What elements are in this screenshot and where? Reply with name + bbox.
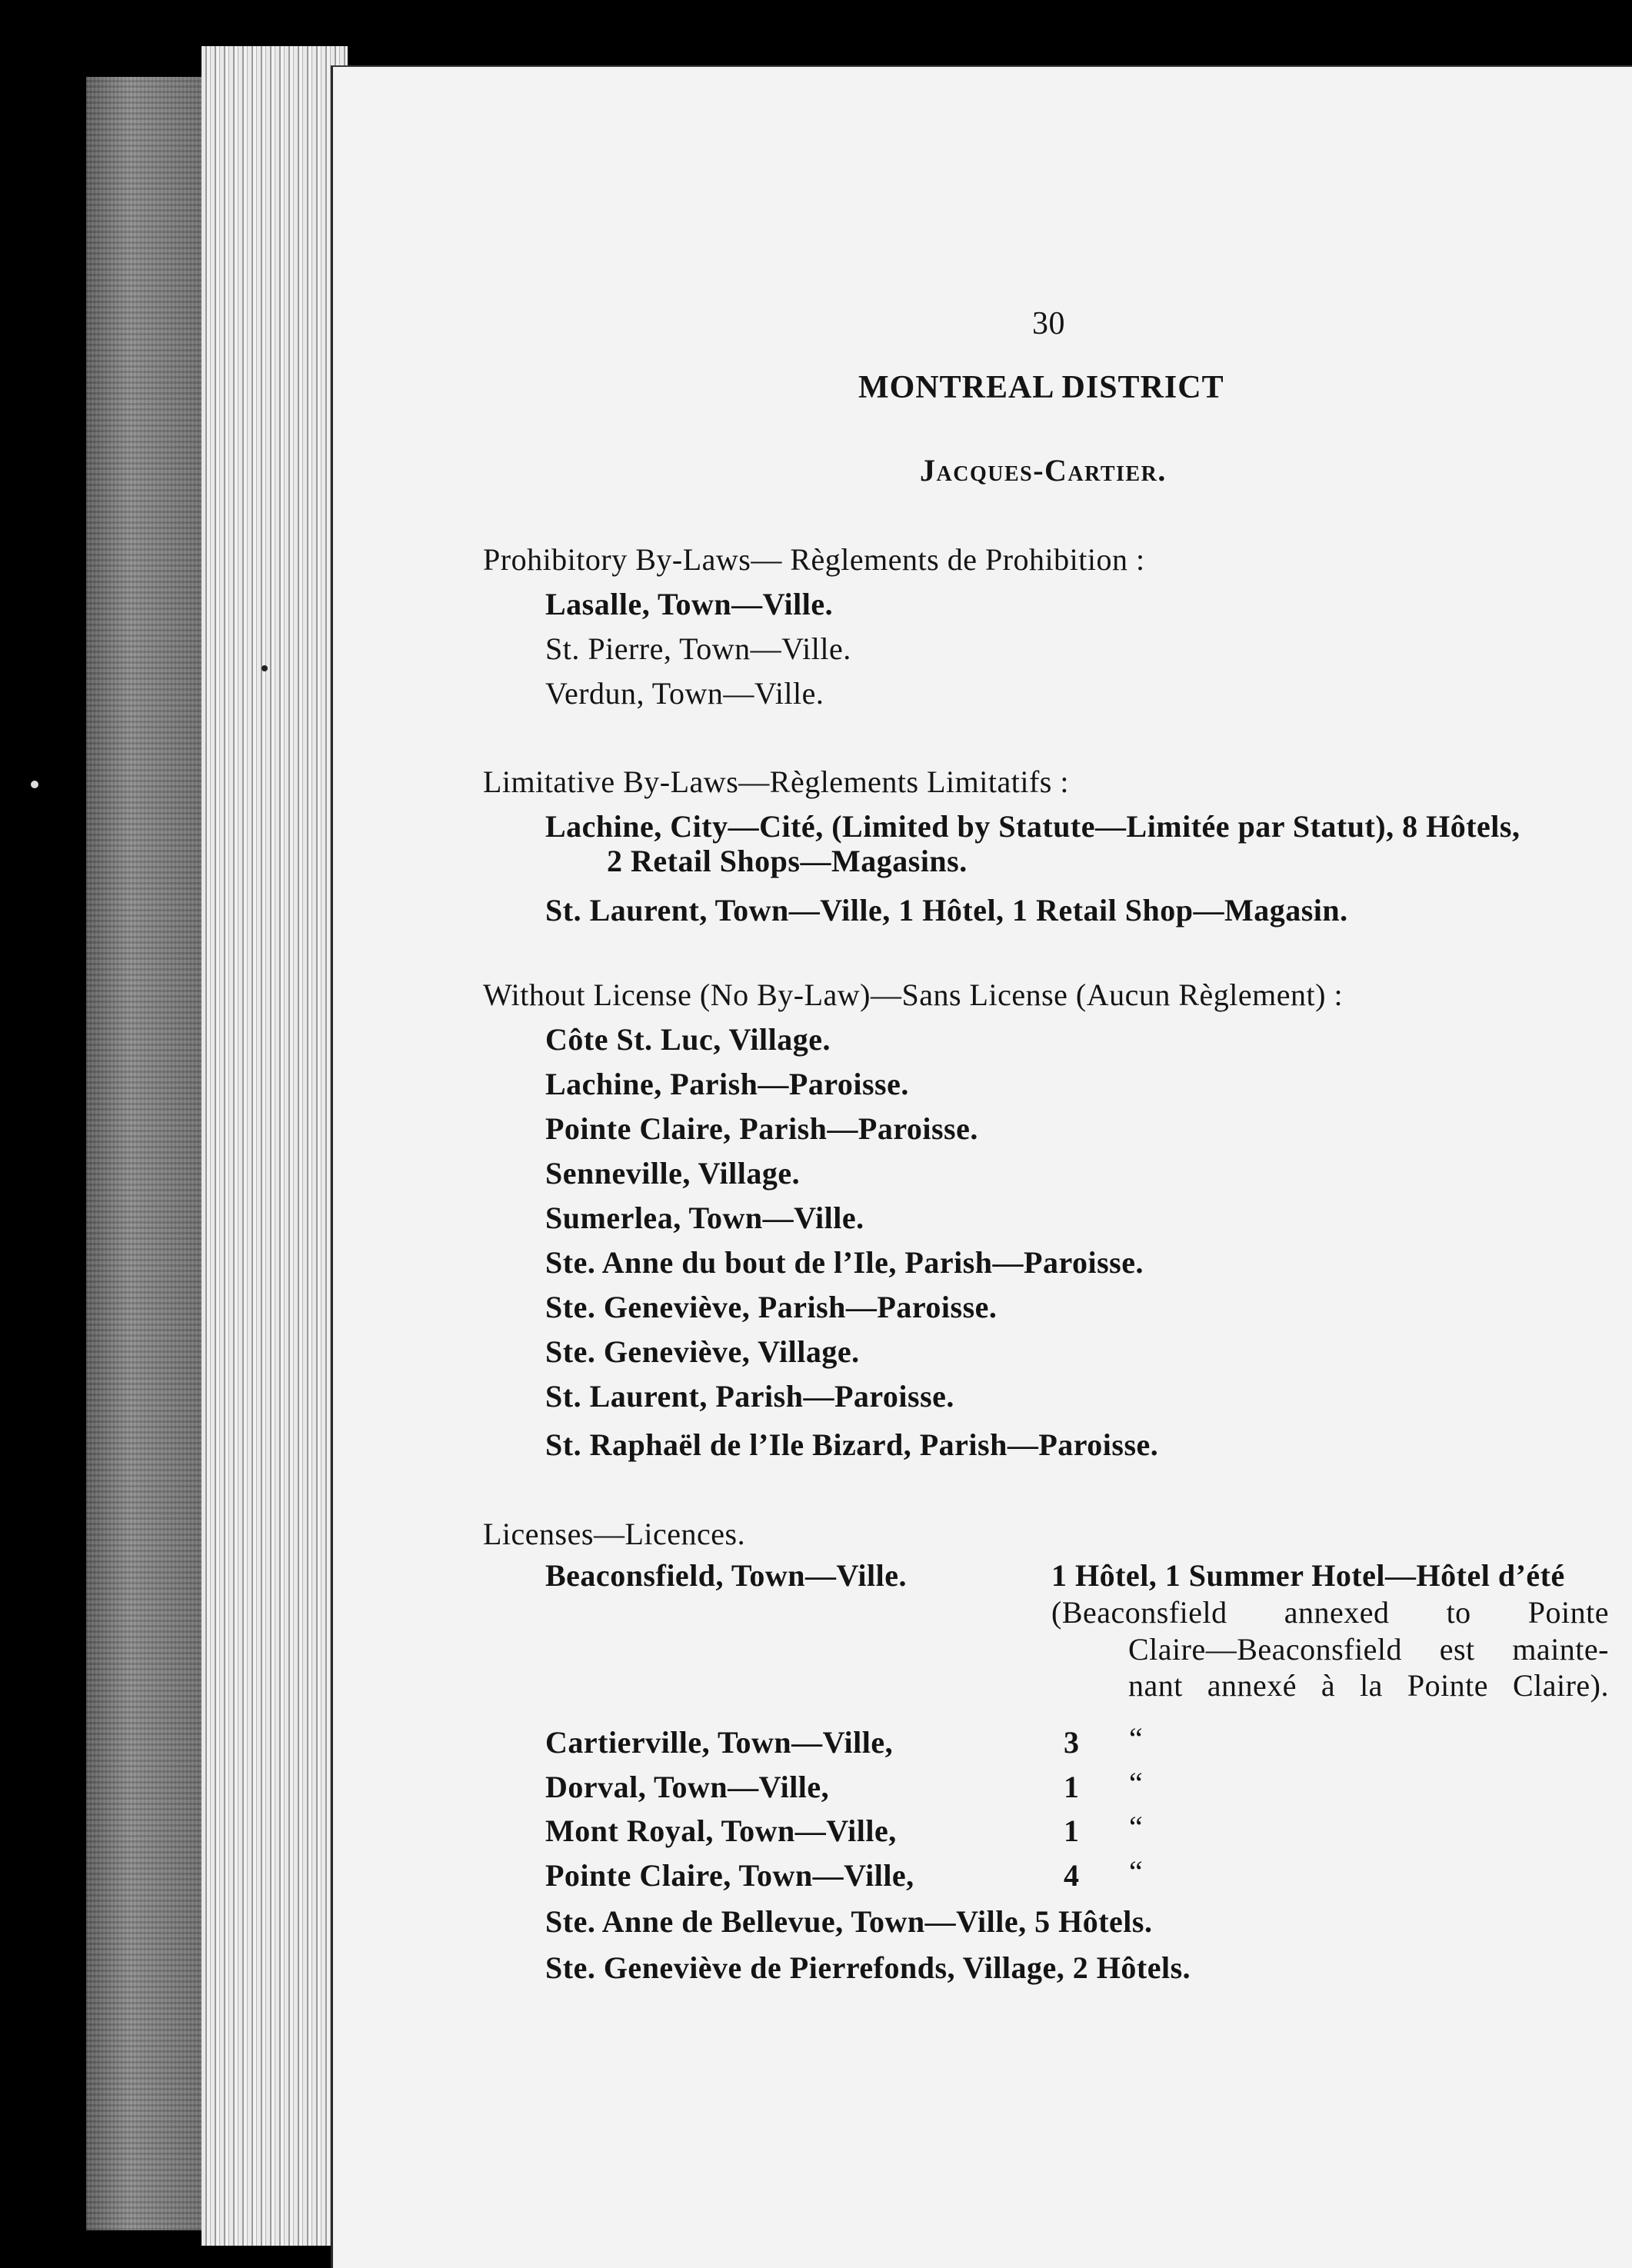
license-place: Beaconsfield, Town—Ville.: [545, 1558, 907, 1593]
license-place: Ste. Geneviève de Pierrefonds, Village, 2 Hôtels.: [545, 1950, 1191, 1985]
page-edges: [202, 46, 348, 2246]
without-license-item: Côte St. Luc, Village.: [545, 1022, 831, 1057]
license-detail: (Beaconsfield annexed to Pointe: [1051, 1595, 1609, 1630]
license-place: Dorval, Town—Ville,: [545, 1770, 830, 1804]
without-license-item: Sumerlea, Town—Ville.: [545, 1201, 864, 1235]
limitative-item: St. Laurent, Town—Ville, 1 Hôtel, 1 Retail Shop—Magasin.: [545, 893, 1348, 928]
county-title: Jacques-Cartier.: [920, 453, 1167, 488]
ditto-mark: “: [1129, 1810, 1144, 1844]
without-license-item: Lachine, Parish—Paroisse.: [545, 1067, 909, 1101]
license-detail: Claire—Beaconsfield est mainte-: [1128, 1632, 1609, 1667]
license-place: Pointe Claire, Town—Ville,: [545, 1858, 914, 1893]
limitative-item: Lachine, City—Cité, (Limited by Statute—Limitée par Statut), 8 Hôtels,: [545, 809, 1520, 844]
without-license-heading: Without License (No By-Law)—Sans License (Aucun Règlement) :: [483, 977, 1344, 1012]
without-license-item: St. Raphaël de l’Ile Bizard, Parish—Paroisse.: [545, 1427, 1159, 1462]
scan-speck: [31, 781, 38, 788]
prohibitory-item: Verdun, Town—Ville.: [545, 676, 824, 711]
ditto-mark: “: [1129, 1721, 1144, 1756]
without-license-item: Ste. Geneviève, Parish—Paroisse.: [545, 1290, 998, 1324]
prohibitory-heading: Prohibitory By-Laws— Règlements de Prohibition :: [483, 542, 1145, 577]
prohibitory-item: St. Pierre, Town—Ville.: [545, 631, 851, 666]
limitative-heading: Limitative By-Laws—Règlements Limitatifs :: [483, 764, 1069, 799]
prohibitory-item: Lasalle, Town—Ville.: [545, 587, 834, 621]
without-license-item: Pointe Claire, Parish—Paroisse.: [545, 1111, 978, 1146]
license-count: 4: [1064, 1858, 1080, 1893]
without-license-item: Ste. Geneviève, Village.: [545, 1334, 860, 1369]
without-license-item: Ste. Anne du bout de l’Ile, Parish—Paroisse.: [545, 1245, 1144, 1280]
book-page: [331, 65, 1632, 2268]
license-count: 1: [1064, 1813, 1080, 1848]
district-title: MONTREAL DISTRICT: [858, 370, 1224, 405]
license-place: Mont Royal, Town—Ville,: [545, 1813, 897, 1848]
license-detail: 1 Hôtel, 1 Summer Hotel—Hôtel d’été: [1051, 1558, 1565, 1593]
limitative-item-continuation: 2 Retail Shops—Magasins.: [607, 844, 968, 878]
without-license-item: St. Laurent, Parish—Paroisse.: [545, 1379, 954, 1414]
scan-speck: [261, 665, 268, 671]
ditto-mark: “: [1129, 1766, 1144, 1800]
license-count: 3: [1064, 1725, 1080, 1760]
license-count: 1: [1064, 1770, 1080, 1804]
page-number: 30: [1032, 306, 1065, 341]
license-place: Cartierville, Town—Ville,: [545, 1725, 894, 1760]
without-license-item: Senneville, Village.: [545, 1156, 801, 1191]
licenses-heading: Licenses—Licences.: [483, 1517, 746, 1551]
license-detail: nant annexé à la Pointe Claire).: [1128, 1668, 1609, 1703]
ditto-mark: “: [1129, 1854, 1144, 1889]
book-spine: [86, 77, 209, 2230]
license-place: Ste. Anne de Bellevue, Town—Ville, 5 Hôtels.: [545, 1904, 1153, 1939]
